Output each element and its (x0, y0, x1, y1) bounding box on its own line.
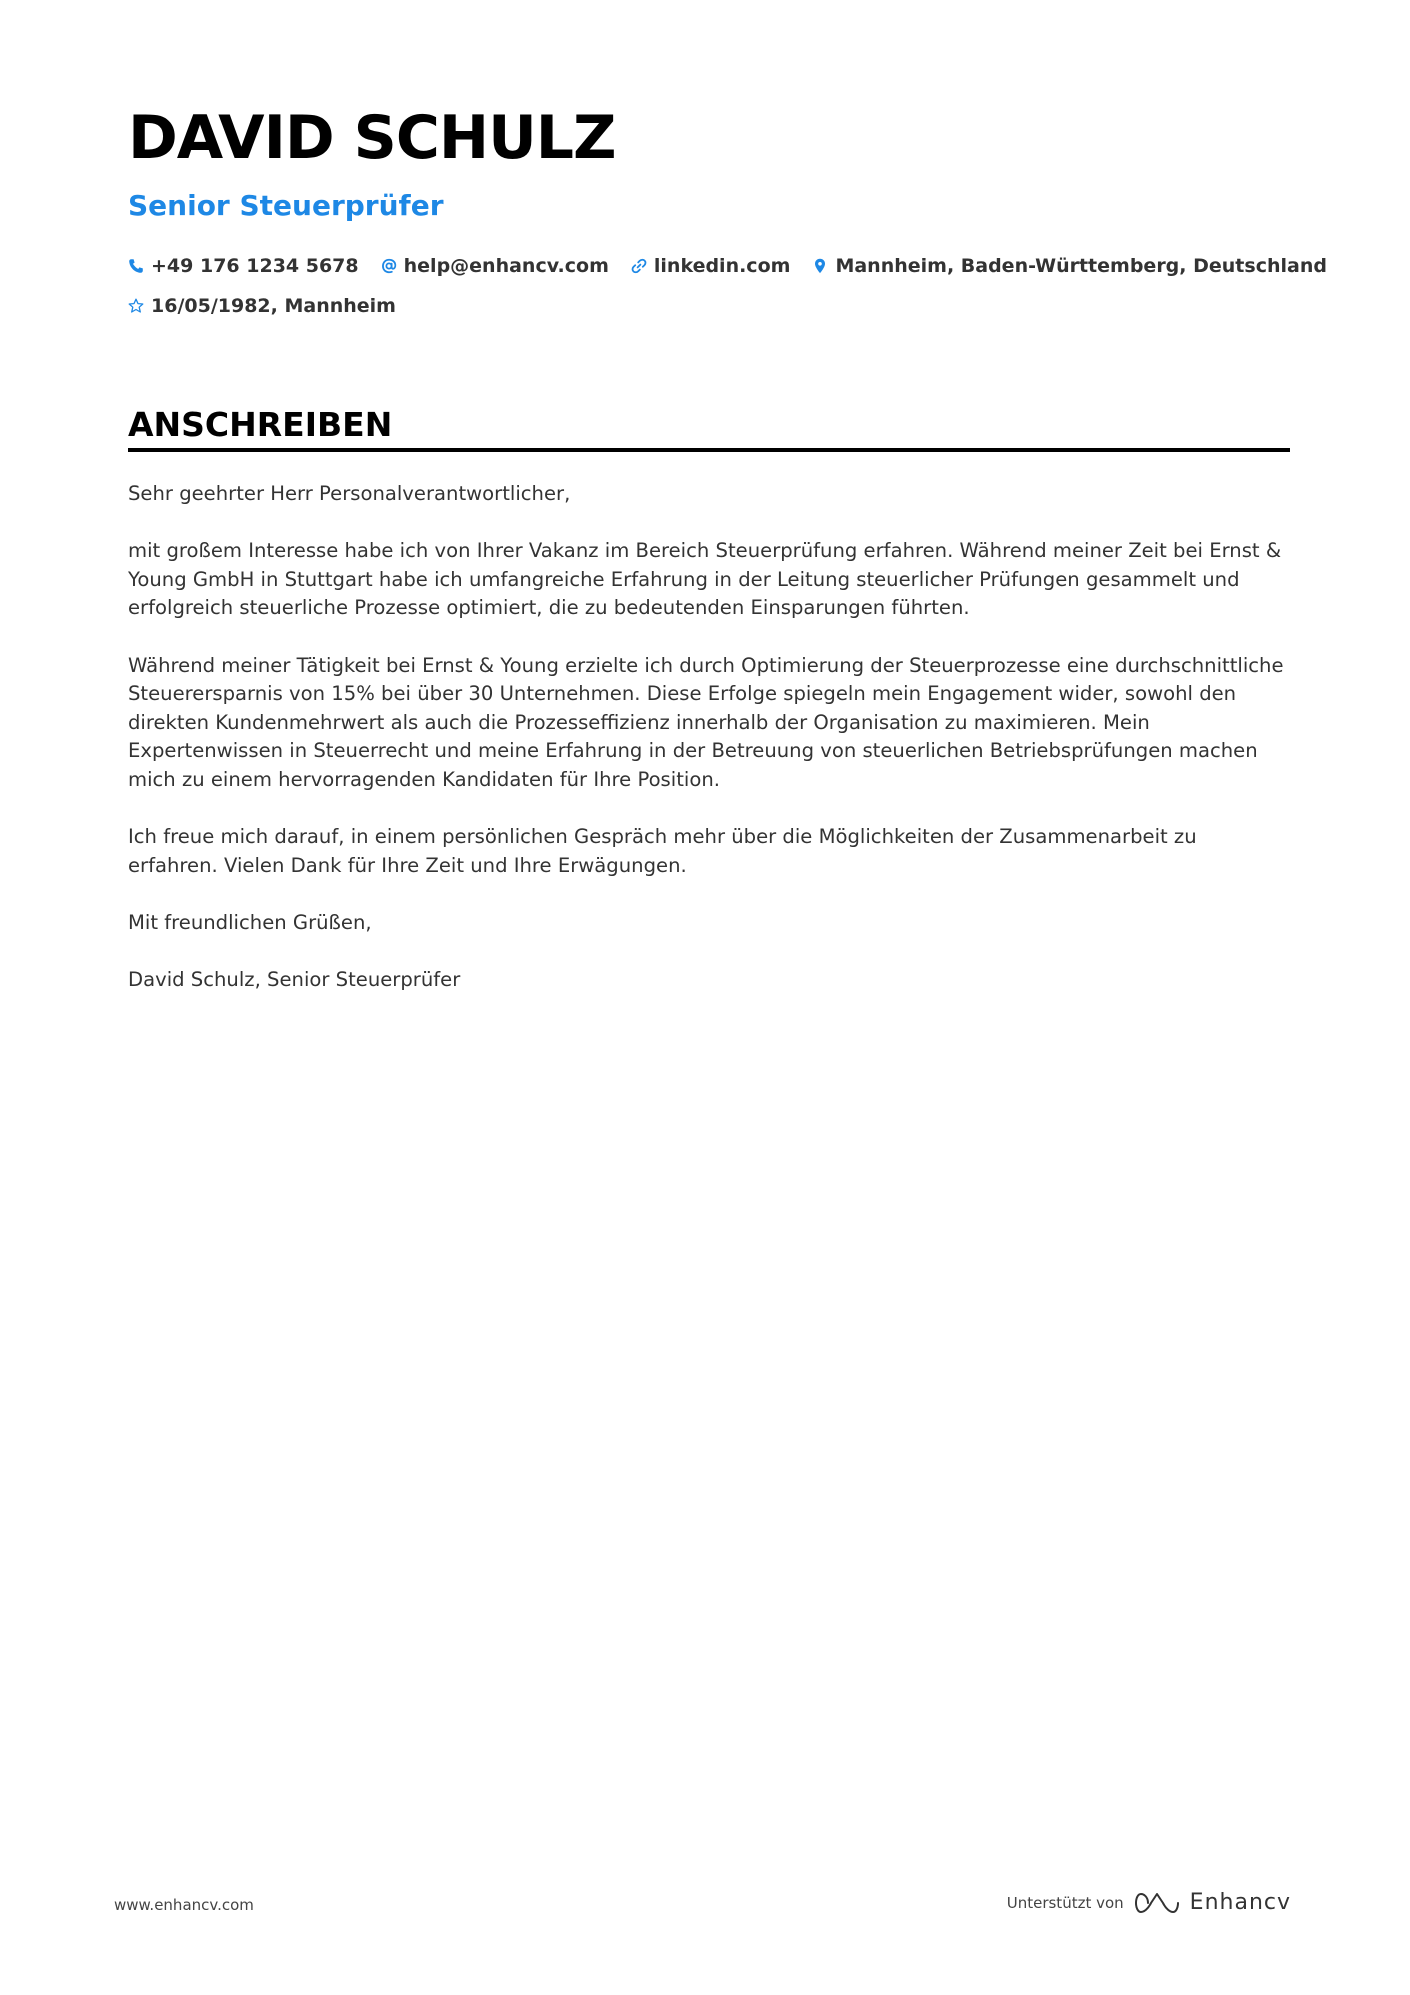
phone-number: +49 176 1234 5678 (151, 255, 359, 277)
section-title: ANSCHREIBEN (128, 405, 393, 444)
contact-info-row (128, 255, 1327, 277)
contact-email (381, 255, 609, 277)
powered-by-label: Unterstützt von (1006, 1893, 1124, 1912)
footer-website[interactable]: www.enhancv.com (114, 1896, 254, 1914)
birth-date-place: 16/05/1982, Mannheim (151, 295, 396, 317)
letter-body (128, 480, 1290, 1023)
brand-logo (1134, 1890, 1291, 1915)
at-icon (381, 258, 397, 274)
letter-paragraph: Während meiner Tätigkeit bei Ernst & Young erzielte ich durch Optimierung der Steuerprozesse eine durchschnittliche Steuerersparnis von 15% bei über 30 Unternehmen. Diese Erfolge spiegeln mein Engagement wider, sowohl den direkten Kundenmehrwert als auch die Prozesseffizienz innerhalb der Organisation zu maximieren. Mein Expertenwissen in Steuerrecht und meine Erfahrung in der Betreuung von steuerlichen Betriebsprüfungen machen mich zu einem hervorragenden Kandidaten für Ihre Position. (128, 653, 1284, 791)
map-pin-icon (812, 258, 828, 274)
phone-icon (128, 258, 144, 274)
footer-powered-by (1007, 1890, 1291, 1915)
personal-info-row (128, 295, 396, 317)
email-address[interactable]: help@enhancv.com (403, 255, 609, 277)
signature: David Schulz, Senior Steuerprüfer (128, 968, 461, 992)
job-title: Senior Steuerprüfer (128, 189, 444, 222)
brand-name: Enhancv (1189, 1890, 1291, 1915)
candidate-name: DAVID SCHULZ (128, 103, 616, 173)
location: Mannheim, Baden-Württemberg, Deutschland (835, 255, 1327, 277)
contact-birth (128, 295, 396, 317)
letter-paragraph: mit großem Interesse habe ich von Ihrer Vakanz im Bereich Steuerprüfung erfahren. Während meiner Zeit bei Ernst & Young GmbH in Stuttgart habe ich umfangreiche Erfahrung in der Leitung steuerlicher Prüfungen gesammelt und erfolgreich steuerliche Prozesse optimiert, die zu bedeutenden Einsparungen führten. (128, 539, 1282, 620)
link-icon (631, 258, 647, 274)
salutation: Sehr geehrter Herr Personalverantwortlicher, (128, 482, 571, 505)
closing: Mit freundlichen Grüßen, (128, 910, 372, 934)
section-divider (128, 448, 1290, 452)
contact-location (812, 255, 1327, 277)
linkedin-link[interactable]: linkedin.com (653, 255, 791, 277)
star-icon (128, 298, 144, 314)
contact-linkedin (631, 255, 791, 277)
enhancv-logo-icon (1134, 1891, 1180, 1915)
letter-paragraph: Ich freue mich darauf, in einem persönlichen Gespräch mehr über die Möglichkeiten der Zusammenarbeit zu erfahren. Vielen Dank für Ihre Zeit und Ihre Erwägungen. (128, 825, 1197, 877)
contact-phone (128, 255, 359, 277)
